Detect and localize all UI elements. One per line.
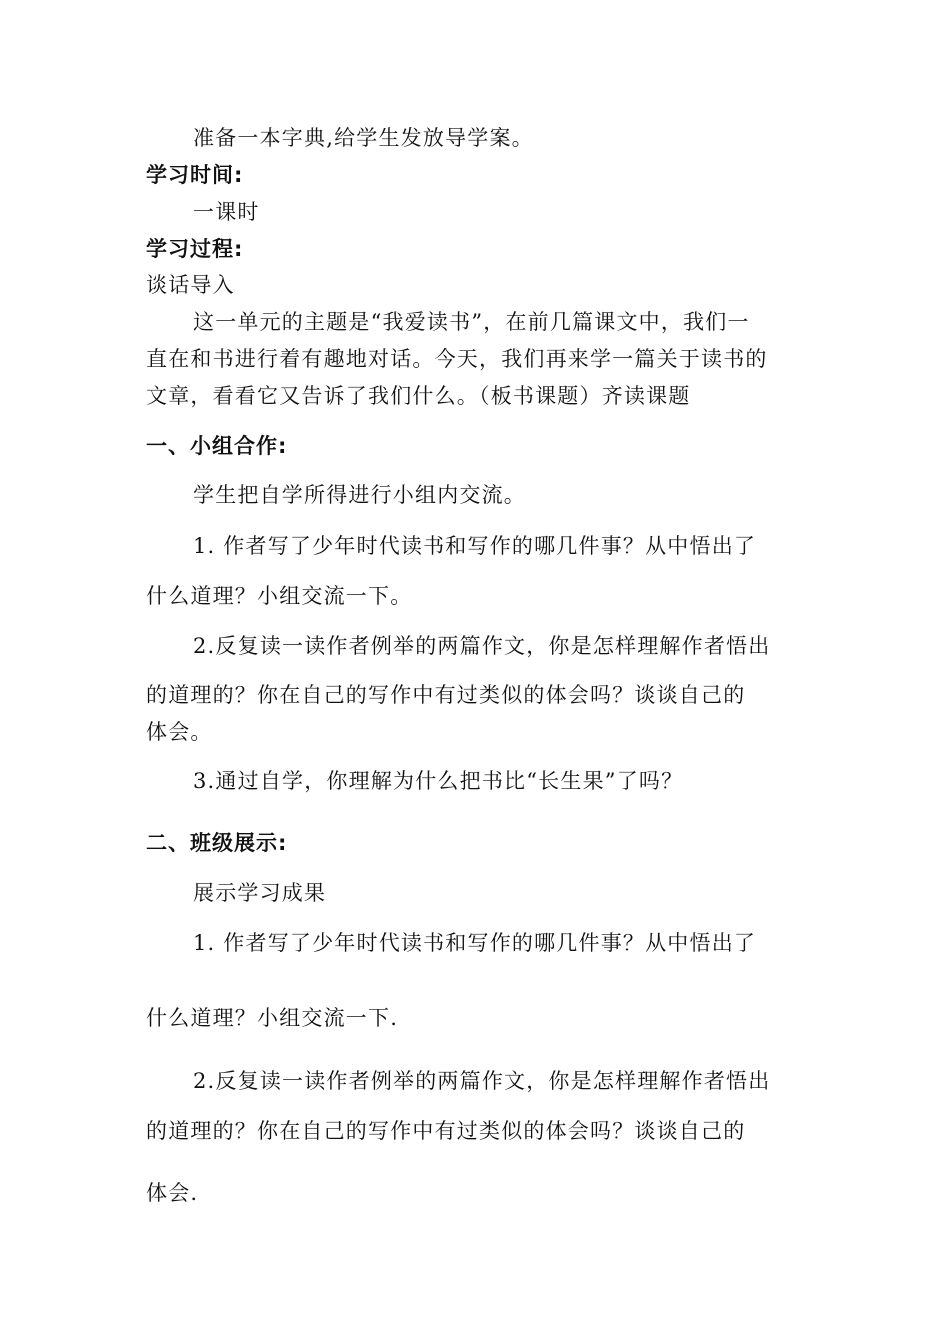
intro-paragraph-line-3: 文章，看看它又告诉了我们什么。（板书课题）齐读课题 [146, 384, 691, 408]
section1-heading: 一、小组合作: [146, 434, 288, 458]
section2-heading: 二、班级展示: [146, 831, 288, 855]
section1-lead: 学生把自学所得进行小组内交流。 [193, 483, 526, 507]
section2-lead: 展示学习成果 [193, 881, 327, 905]
process-heading: 学习过程: [146, 237, 244, 261]
section2-question2-line2: 的道理的？你在自己的写作中有过类似的体会吗？谈谈自己的 [146, 1119, 746, 1143]
section2-question2-line3: 体会. [146, 1181, 199, 1205]
section1-question1-line1: 1. 作者写了少年时代读书和写作的哪几件事？从中悟出了 [193, 534, 757, 558]
section1-question2-line2: 的道理的？你在自己的写作中有过类似的体会吗？谈谈自己的 [146, 683, 746, 707]
time-heading: 学习时间: [146, 163, 244, 187]
intro-heading: 谈话导入 [146, 273, 235, 297]
section2-question1-line1: 1. 作者写了少年时代读书和写作的哪几件事？从中悟出了 [193, 931, 757, 955]
section2-question2-line1: 2.反复读一读作者例举的两篇作文，你是怎样理解作者悟出 [193, 1069, 771, 1093]
prep-line: 准备一本字典,给学生发放导学案。 [193, 126, 534, 150]
intro-paragraph-line-1: 这一单元的主题是“我爱读书”，在前几篇课文中，我们一 [193, 310, 750, 334]
intro-paragraph-line-2: 直在和书进行着有趣地对话。今天，我们再来学一篇关于读书的 [146, 347, 768, 371]
section1-question2-line3: 体会。 [146, 720, 213, 744]
section1-question2-line1: 2.反复读一读作者例举的两篇作文，你是怎样理解作者悟出 [193, 634, 771, 658]
section1-question3: 3.通过自学，你理解为什么把书比“长生果”了吗？ [193, 769, 684, 793]
section1-question1-line2: 什么道理？小组交流一下。 [146, 584, 413, 608]
time-value: 一课时 [193, 200, 260, 224]
section2-question1-line2: 什么道理？小组交流一下. [146, 1006, 399, 1030]
